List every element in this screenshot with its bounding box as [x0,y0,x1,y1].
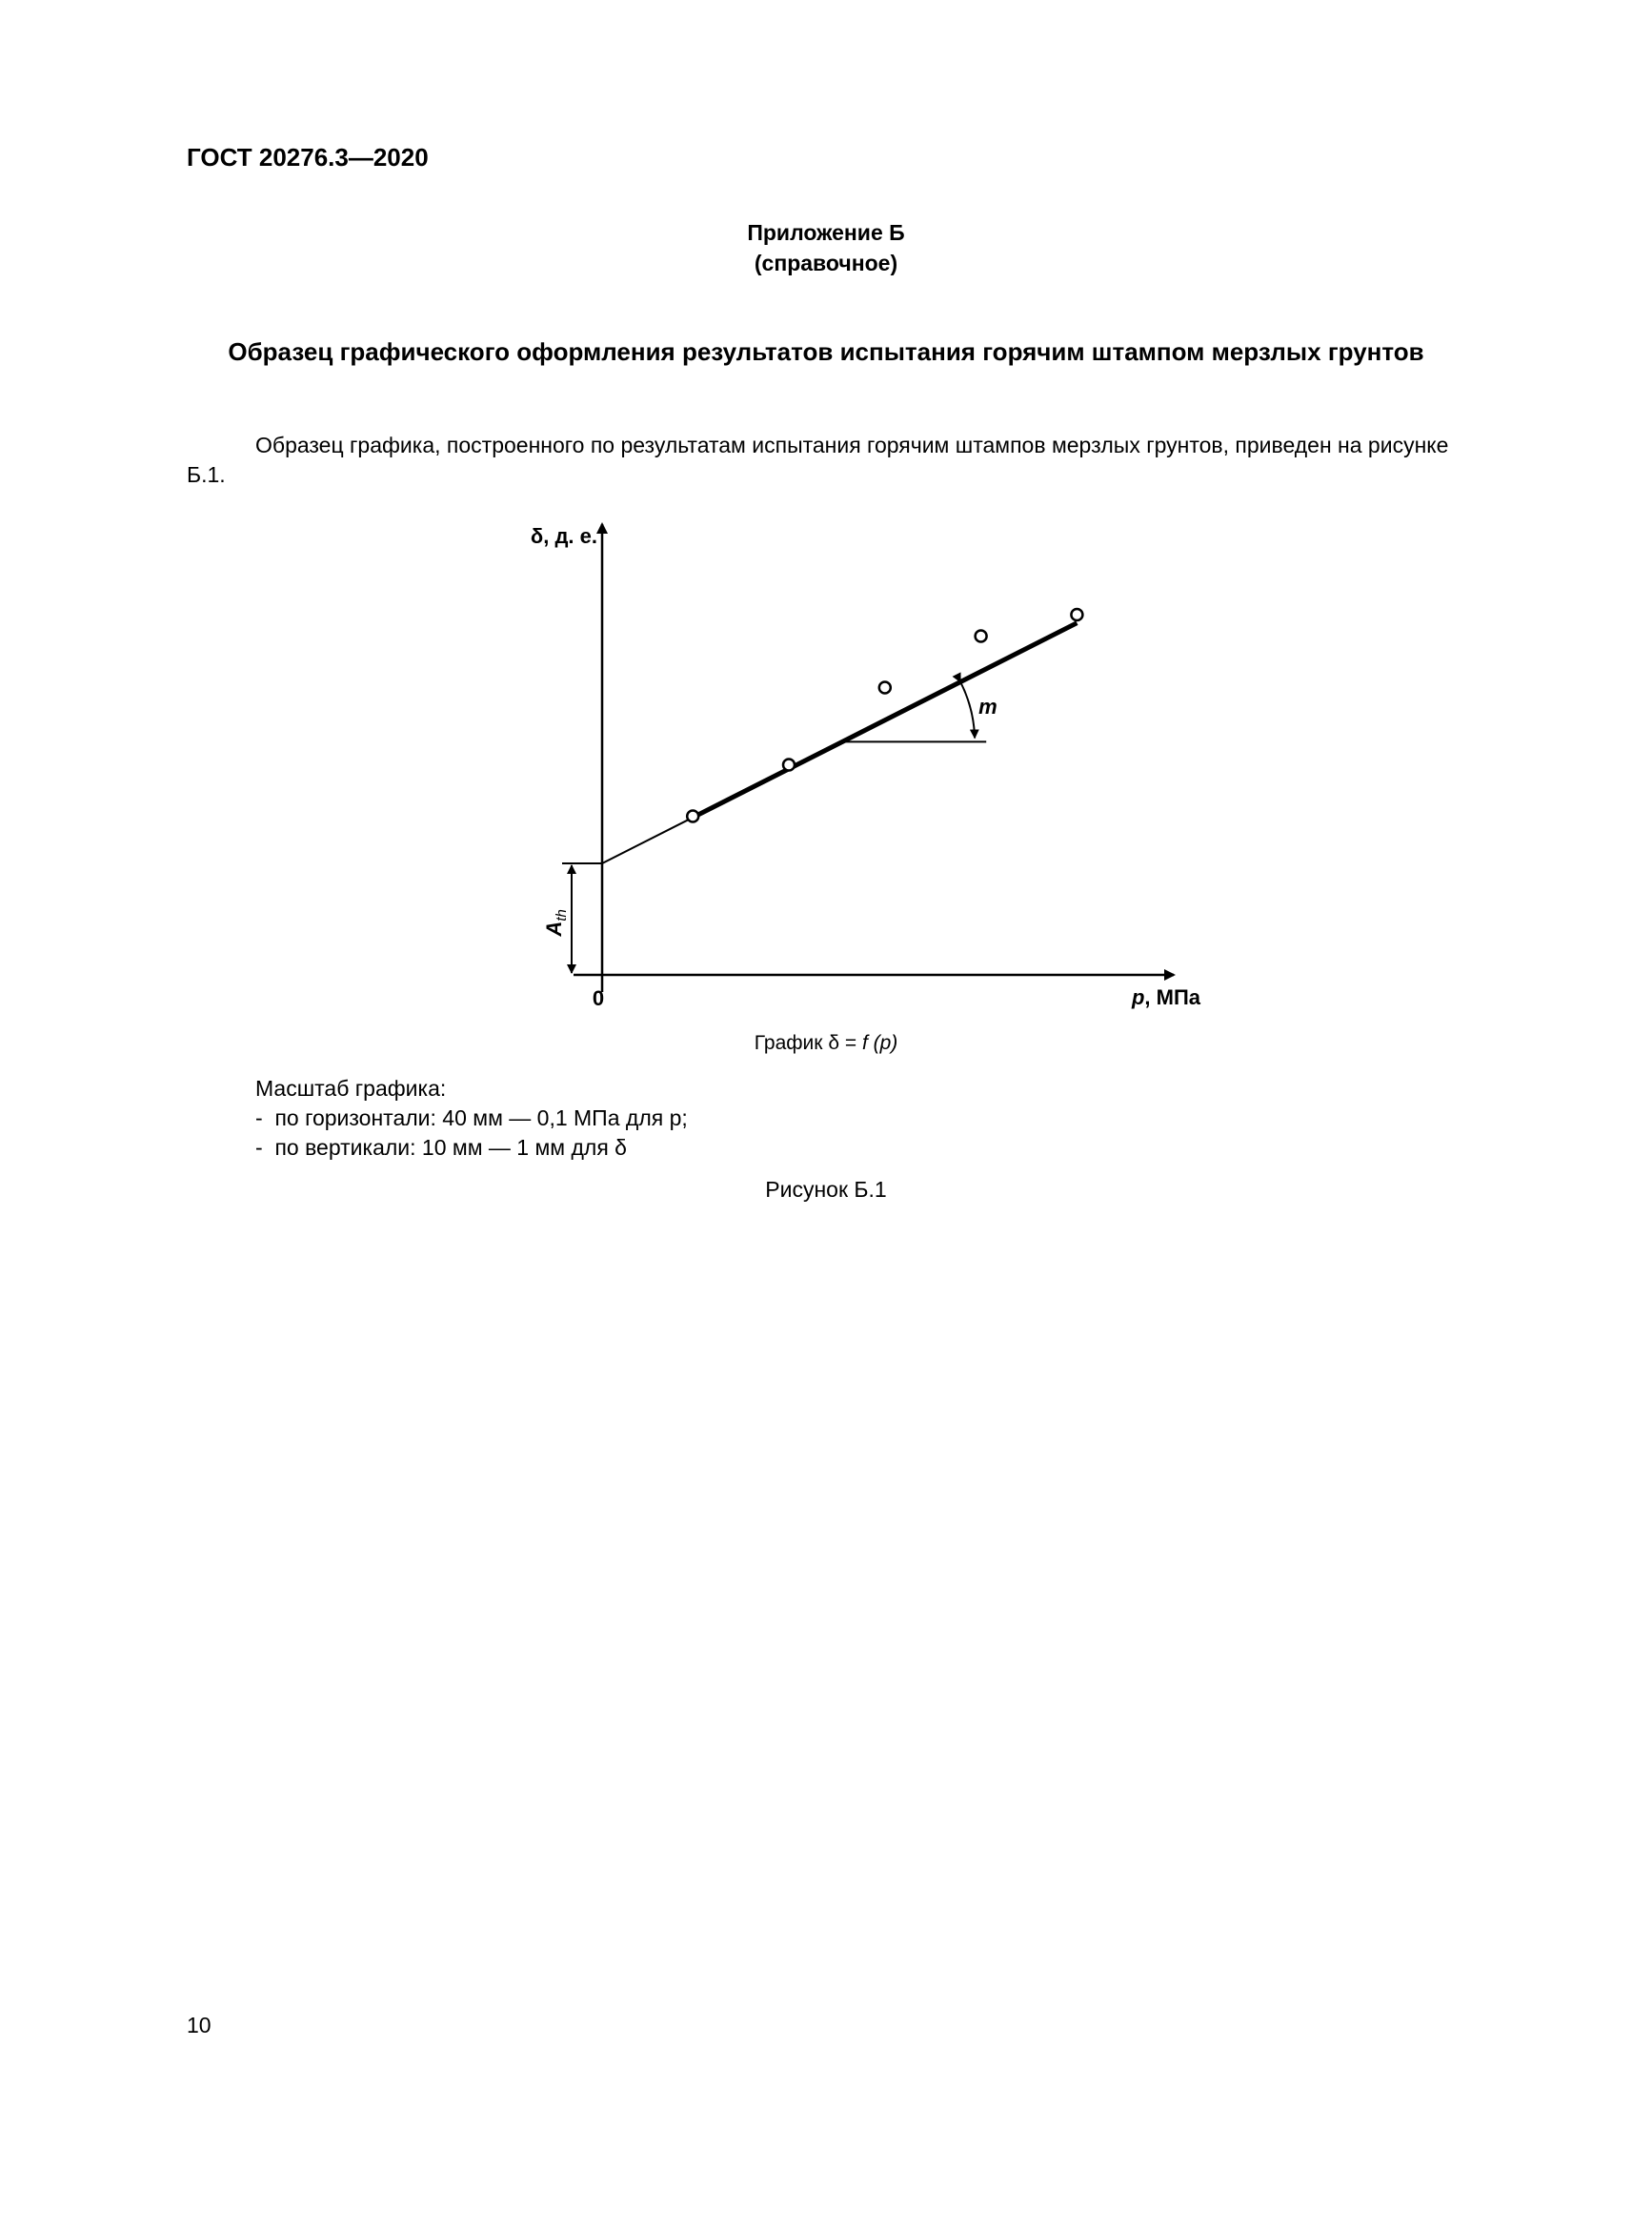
data-point-1 [687,811,698,822]
chart-caption-prefix: График [754,1032,829,1054]
appendix-type: (справочное) [754,251,898,275]
slope-label: m [978,695,997,719]
scale-item-horizontal: - по горизонтали: 40 мм — 0,1 МПа для p; [255,1105,688,1130]
intercept-label: $A_{th}$ [542,909,570,937]
scale-block [255,1074,688,1163]
scale-title: Масштаб графика: [255,1076,447,1101]
chart [495,515,1200,1029]
chart-caption-function: f (p) [861,1032,898,1054]
data-point-3 [879,682,891,694]
body-paragraph: Образец графика, построенного по результатам испытания горячим штампов мерзлых грунтов, приведен на рисунке Б.1. [187,433,1449,487]
section-title: Образец графического оформления результатов испытания горячим штампом мерзлых грунтов [228,337,1424,366]
figure-caption: Рисунок Б.1 [765,1177,887,1202]
appendix-title: Приложение Б [747,220,905,245]
data-point-5 [1071,609,1082,620]
scale-item-vertical: - по вертикали: 10 мм — 1 мм для δ [255,1135,627,1160]
origin-label: 0 [592,986,605,1010]
page-number: 10 [187,2013,212,2037]
document-code: ГОСТ 20276.3—2020 [187,143,429,172]
x-axis-label: p, МПа [1131,985,1200,1009]
data-point-4 [976,631,987,642]
chart-caption [0,1032,1652,1055]
fit-line [693,623,1077,818]
slope-angle-arc [960,682,975,739]
chart-caption-formula: δ = [828,1032,862,1054]
chart-figure [495,515,1200,1029]
data-point-2 [783,760,795,771]
fit-line-extrapolation [602,818,693,863]
y-axis-label: δ, д. е. [530,524,597,548]
